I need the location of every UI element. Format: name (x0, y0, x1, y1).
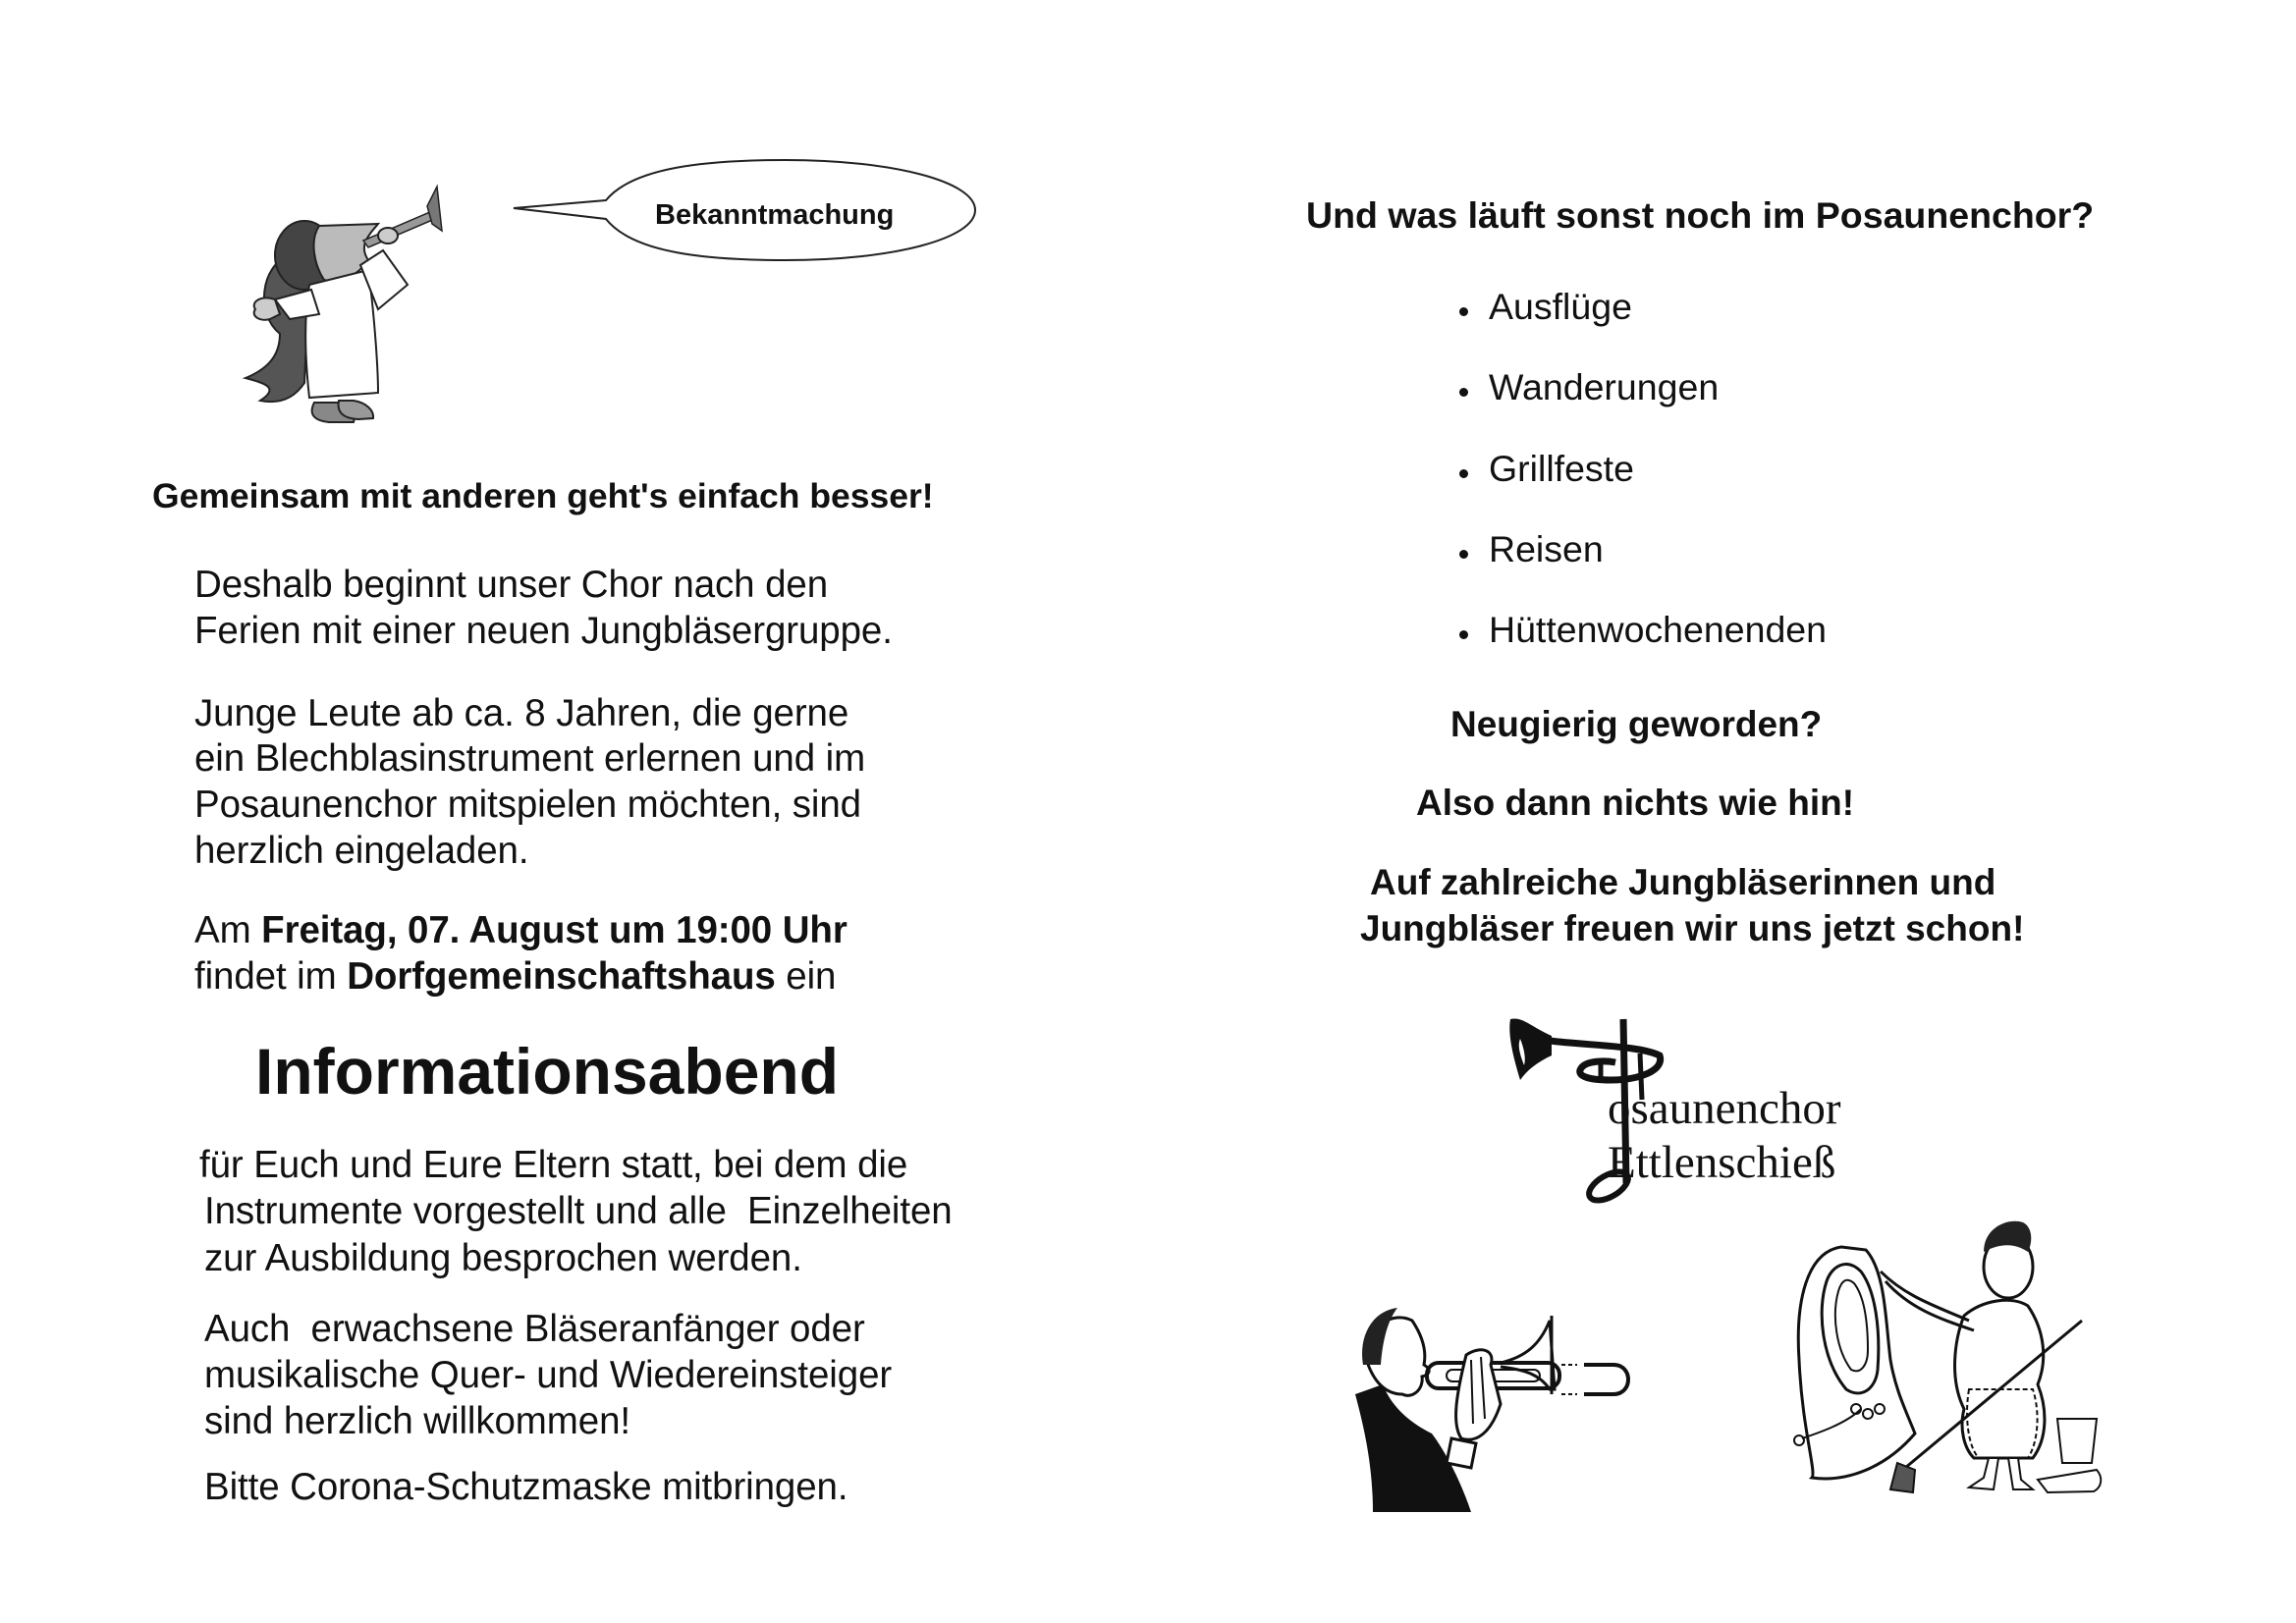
event-title: Informationsabend (255, 1035, 840, 1108)
activity-label: Grillfeste (1489, 448, 1634, 489)
announcement-label: Bekanntmachung (655, 199, 895, 231)
bullet-icon (1459, 388, 1468, 397)
activity-label: Ausflüge (1489, 286, 1632, 327)
text-line: zur Ausbildung besprochen werden. (204, 1237, 802, 1279)
text-line: Instrumente vorgestellt und alle Einzelheiten (204, 1190, 953, 1232)
closing-line: Auf zahlreiche Jungbläserinnen und (1370, 862, 1996, 902)
closing-line: Jungbläser freuen wir uns jetzt schon! (1360, 908, 2025, 948)
text-line: für Euch und Eure Eltern statt, bei dem die (199, 1144, 908, 1186)
event-prefix: Am (194, 909, 262, 951)
corona-note: Bitte Corona-Schutzmaske mitbringen. (204, 1466, 848, 1508)
text-line: herzlich eingeladen. (194, 830, 529, 872)
location-prefix: findet im (194, 955, 348, 998)
trumpet-player-illustration (1353, 1296, 1746, 1512)
text-line: Ferien mit einer neuen Jungbläsergruppe. (194, 610, 893, 652)
bullet-icon (1459, 469, 1468, 478)
event-location-line (194, 955, 837, 998)
text-line: Auch erwachsene Bläseranfänger oder (204, 1308, 865, 1350)
closing-curious: Neugierig geworden? (1450, 704, 1823, 744)
location-suffix: ein (775, 955, 837, 998)
bullet-icon (1459, 630, 1468, 639)
bullet-icon (1459, 550, 1468, 559)
closing-go: Also dann nichts wie hin! (1416, 783, 1855, 823)
right-heading: Und was läuft sonst noch im Posaunenchor? (1306, 194, 2095, 236)
event-date: Freitag, 07. August um 19:00 Uhr (261, 909, 847, 951)
text-line: musikalische Quer- und Wiedereinsteiger (204, 1354, 893, 1396)
bullet-icon (1459, 307, 1468, 316)
text-line: Posaunenchor mitspielen möchten, sind (194, 784, 861, 826)
logo-line-1: osaunenchor (1608, 1083, 1841, 1134)
logo-line-2: Ettlenschieß (1608, 1137, 1836, 1188)
activity-label: Reisen (1489, 528, 1604, 569)
text-line: sind herzlich willkommen! (204, 1400, 630, 1442)
activity-label: Wanderungen (1489, 366, 1720, 407)
event-date-line (194, 909, 847, 951)
event-location: Dorfgemeinschaftshaus (347, 955, 776, 998)
text-line: Deshalb beginnt unser Chor nach den (194, 564, 829, 606)
speech-bubble (0, 0, 1080, 295)
activity-label: Hüttenwochenenden (1489, 609, 1828, 650)
text-line: ein Blechblasinstrument erlernen und im (194, 737, 866, 780)
left-heading: Gemeinsam mit anderen geht's einfach besser! (152, 476, 934, 515)
tuba-cleaning-lady-illustration (1787, 1213, 2121, 1497)
text-line: Junge Leute ab ca. 8 Jahren, die gerne (194, 692, 849, 734)
